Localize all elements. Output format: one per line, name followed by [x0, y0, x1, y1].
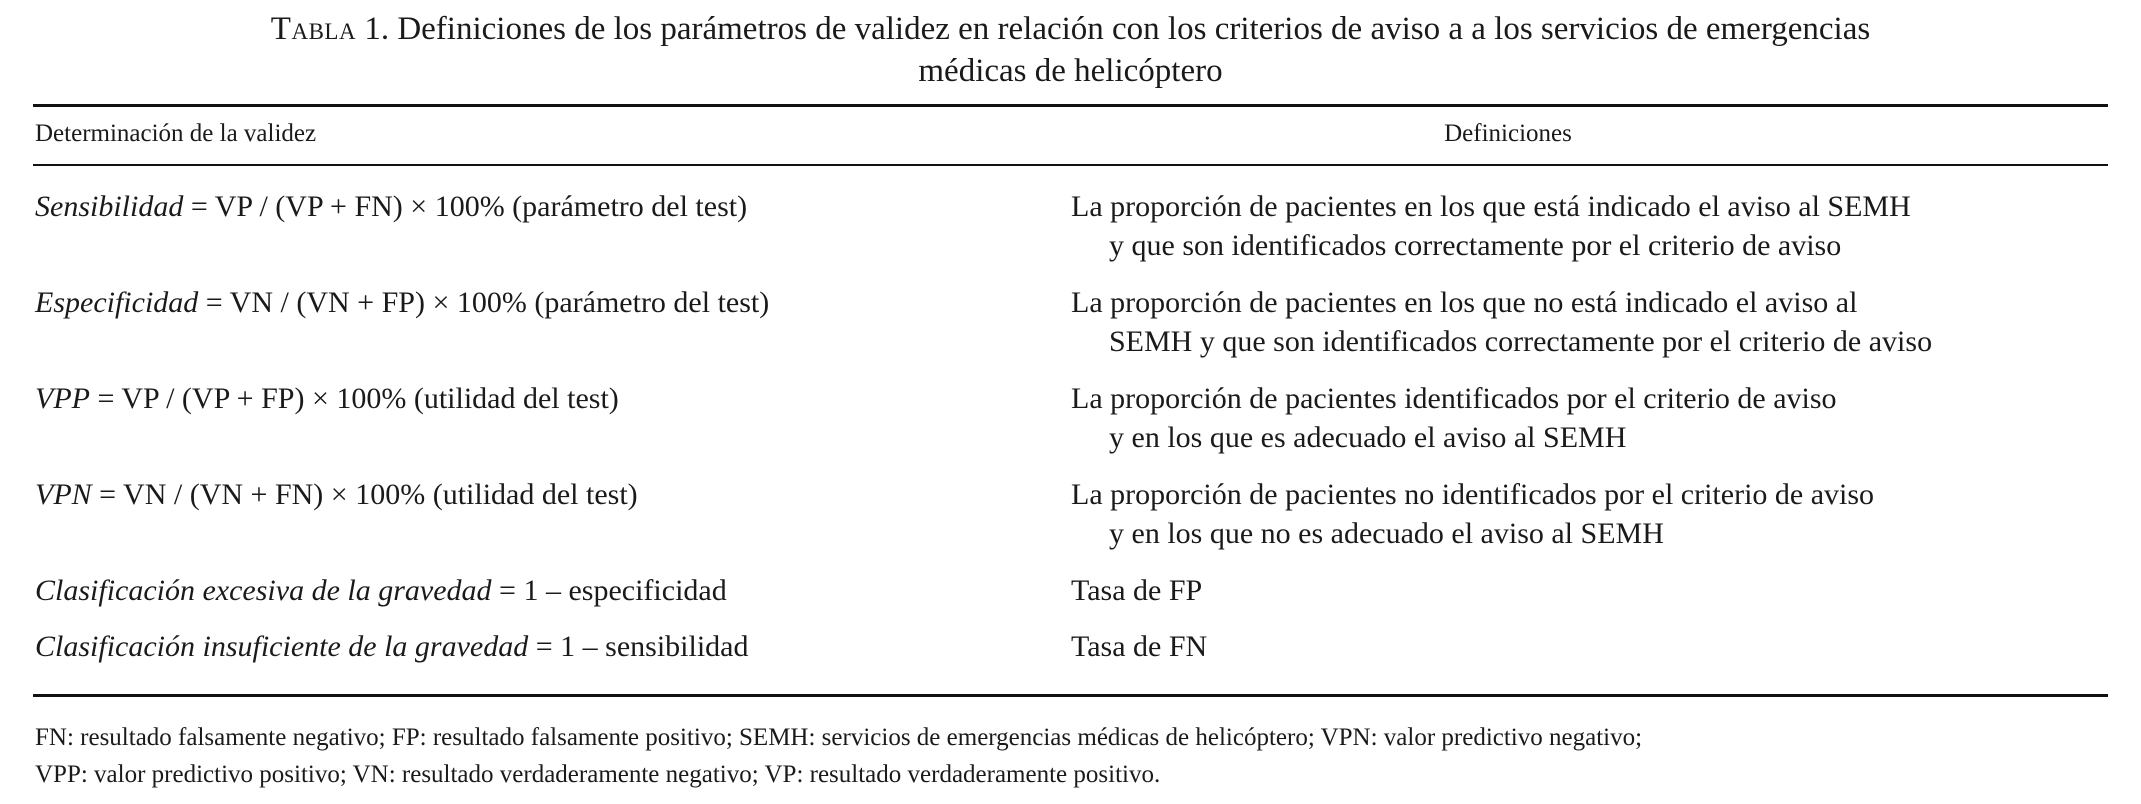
parameter-formula: = VN / (VN + FP) × 100% (parámetro del test) — [198, 286, 770, 319]
parameter-formula: = VN / (VN + FN) × 100% (utilidad del test) — [91, 478, 638, 511]
header-definitions: Definiciones — [1444, 120, 1572, 147]
definition-line2: y en los que no es adecuado el aviso al SEMH — [1109, 517, 1664, 550]
definition-line1: La proporción de pacientes en los que no está indicado el aviso al — [1071, 286, 1858, 319]
footnote-line1: FN: resultado falsamente negativo; FP: resultado falsamente positivo; SEMH: servicios de emergencias médicas de helicóptero; VPN: valor predictivo negativo; — [35, 724, 1643, 751]
parameter-formula: = 1 – especificidad — [491, 574, 727, 607]
parameter-formula: = VP / (VP + FN) × 100% (parámetro del test) — [183, 190, 748, 223]
table-caption — [33, 0, 2108, 92]
table-page — [33, 0, 2108, 793]
caption-title-line2: médicas de helicóptero — [918, 53, 1223, 89]
parameter-name: Sensibilidad — [35, 190, 184, 223]
row-definition — [1071, 627, 2111, 666]
table-body — [33, 166, 2108, 694]
caption-number: 1. — [356, 11, 398, 47]
definition-line1: La proporción de pacientes identificados por el criterio de aviso — [1071, 382, 1837, 415]
footnote-line2: VPP: valor predictivo positivo; VN: resultado verdaderamente negativo; VP: resultado verdaderamente positivo. — [35, 761, 1161, 788]
parameter-formula: = 1 – sensibilidad — [528, 630, 749, 663]
definition-line1: Tasa de FP — [1071, 574, 1203, 607]
row-parameter — [35, 627, 749, 666]
row-definition — [1071, 475, 2111, 553]
caption-label: Tabla — [270, 11, 357, 47]
caption-title-line1: Definiciones de los parámetros de validez en relación con los criterios de aviso a a los servicios de emergencias — [397, 11, 1871, 47]
row-parameter — [35, 187, 747, 226]
row-definition — [1071, 571, 2111, 610]
row-definition — [1071, 379, 2111, 457]
row-parameter — [35, 475, 638, 514]
row-definition — [1071, 283, 2111, 361]
parameter-name: Clasificación excesiva de la gravedad — [35, 574, 492, 607]
row-parameter — [35, 379, 619, 418]
definition-line2: y en los que es adecuado el aviso al SEMH — [1109, 421, 1627, 454]
parameter-name: VPP — [35, 382, 90, 415]
definition-line1: La proporción de pacientes no identificados por el criterio de aviso — [1071, 478, 1875, 511]
row-parameter — [35, 571, 727, 610]
definition-line2: y que son identificados correctamente por el criterio de aviso — [1109, 229, 1842, 262]
parameter-name: VPN — [35, 478, 92, 511]
table-footnote — [33, 719, 2108, 793]
row-definition — [1071, 187, 2111, 265]
bottom-rule — [33, 694, 2108, 697]
parameter-name: Especificidad — [35, 286, 199, 319]
parameter-name: Clasificación insuficiente de la gravedad — [35, 630, 529, 663]
header-validity: Determinación de la validez — [35, 120, 317, 147]
parameter-formula: = VP / (VP + FP) × 100% (utilidad del test) — [89, 382, 619, 415]
row-parameter — [35, 283, 769, 322]
table-header — [33, 107, 2108, 164]
definition-line1: La proporción de pacientes en los que está indicado el aviso al SEMH — [1071, 190, 1911, 223]
definition-line2: SEMH y que son identificados correctamente por el criterio de aviso — [1109, 325, 1933, 358]
definition-line1: Tasa de FN — [1071, 630, 1208, 663]
